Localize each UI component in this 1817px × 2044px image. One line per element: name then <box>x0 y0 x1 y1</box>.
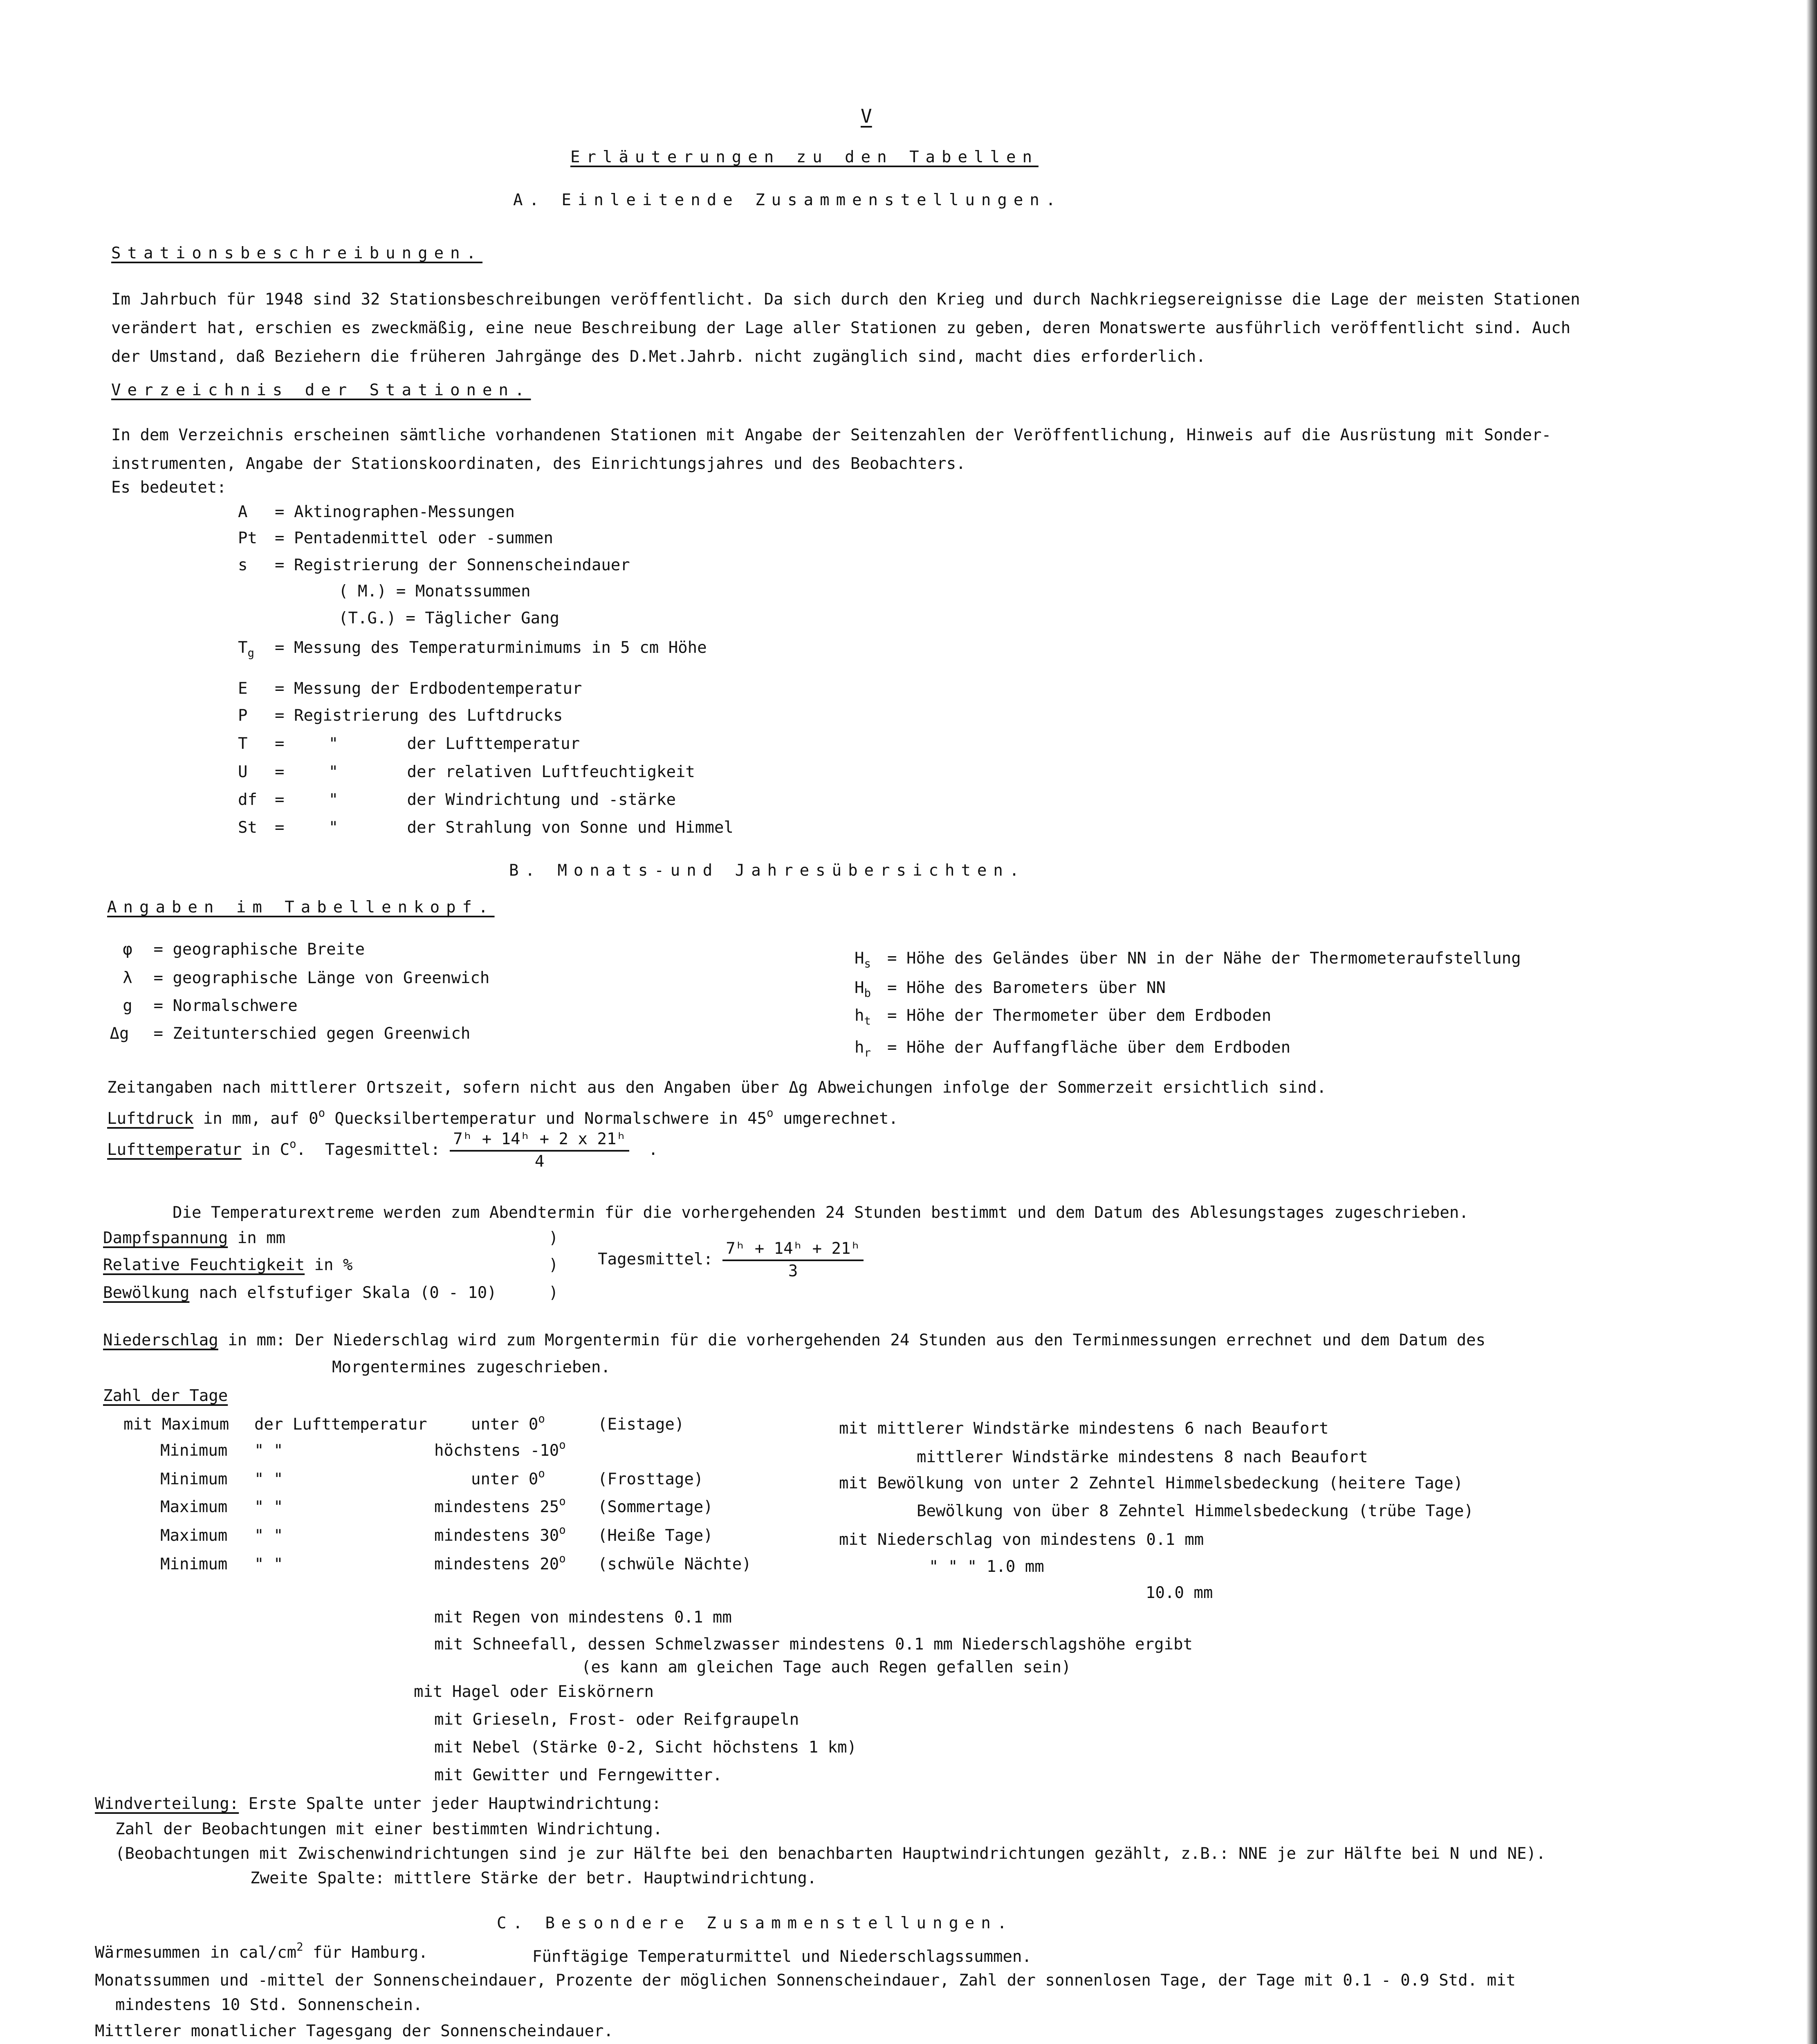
height-gauge-item: $h_r$ = Höhe der Auffangfläche über dem Erdboden <box>855 1038 1291 1060</box>
zahl-der-tage-heading: Zahl der Tage <box>103 1387 228 1405</box>
days-center-1: mit Regen von mindestens 0.1 mm <box>434 1608 732 1627</box>
lufttemperatur-line: Lufttemperatur in $C^o$. Tagesmittel: $\frac{\text{7ʰ + 14ʰ + 2 x 21ʰ}}{4}$ . <box>107 1129 658 1172</box>
days-row-5: Maximum " " mindestens 30$^o$ (Heiße Tage) <box>160 1524 713 1545</box>
waermesummen-line: Wärmesummen in cal/$cm^2$ für Hamburg. <box>95 1941 428 1962</box>
windverteilung-line: Windverteilung: Erste Spalte unter jeder Hauptwindrichtung: <box>95 1795 662 1813</box>
lat-item: φ = geographische Breite <box>123 940 365 959</box>
stations-desc-line-3: der Umstand, daß Beziehern die früheren Jahrgänge des D.Met.Jahrb. nicht zugänglich sind, macht dies erforderlich. <box>111 347 1206 366</box>
section-c-line-2: mindestens 10 Std. Sonnenschein. <box>115 1996 423 2014</box>
section-c-line-3: Mittlerer monatlicher Tagesgang der Sonnenscheindauer. <box>95 2022 613 2040</box>
abbr-a: A = Aktinographen-Messungen <box>238 503 515 521</box>
abbr-s-monat: ( M.) = Monatssummen <box>339 582 531 601</box>
days-right-2: mittlerer Windstärke mindestens 8 nach Beaufort <box>917 1448 1368 1466</box>
stations-desc-line-1: Im Jahrbuch für 1948 sind 32 Stationsbeschreibungen veröffentlicht. Da sich durch den Krieg und durch Nachkriegsereignisse die Lage der meisten Stationen <box>111 290 1580 309</box>
main-title: Erläuterungen zu den Tabellen <box>570 148 1039 166</box>
luftdruck-line: Luftdruck in mm, auf 0$^o$ Quecksilbertemperatur und Normalschwere in 45$^o$ umgerechnet. <box>107 1107 898 1128</box>
es-bedeutet: Es bedeutet: <box>111 478 227 497</box>
dampfspannung-line: Dampfspannung in mm <box>103 1229 286 1247</box>
section-b-title: B. Monats-und Jahresübersichten. <box>509 861 1026 880</box>
days-row-1: mit Maximum der Lufttemperatur unter 0$^o$ (Eistage) <box>123 1412 684 1434</box>
fuenftaegige-line: Fünftägige Temperaturmittel und Niederschlagssummen. <box>532 1948 1032 1966</box>
lon-item: λ = geographische Länge von Greenwich <box>123 969 490 987</box>
abbr-s-tgang: (T.G.) = Täglicher Gang <box>339 609 560 628</box>
days-row-4: Maximum " " mindestens 25$^o$ (Sommertage) <box>160 1495 713 1516</box>
tagesmittel-2: Tagesmittel: $\frac{\text{7ʰ + 14ʰ + 21ʰ}}{3}$ <box>598 1239 864 1282</box>
windverteilung-line-4: Zweite Spalte: mittlere Stärke der betr. Hauptwindrichtung. <box>250 1869 817 1887</box>
days-right-4: Bewölkung von über 8 Zehntel Himmelsbedeckung (trübe Tage) <box>917 1502 1474 1520</box>
feuchtigkeit-line: Relative Feuchtigkeit in % <box>103 1256 353 1274</box>
paren-1: ) <box>549 1229 559 1247</box>
windverteilung-line-3: (Beobachtungen mit Zwischenwindrichtungen sind je zur Hälfte bei den benachbarten Hauptwindrichtungen gezählt, z.B.: NNE je zur Hälfte bei N und NE). <box>115 1845 1546 1863</box>
abbr-df: df = " der Windrichtung und -stärke <box>238 791 676 809</box>
station-list-line-2: instrumenten, Angabe der Stationskoordinaten, des Einrichtungsjahres und des Beobachters. <box>111 455 966 473</box>
section-a-title: A. Einleitende Zusammenstellungen. <box>513 191 1062 209</box>
zeitangaben-line: Zeitangaben nach mittlerer Ortszeit, sofern nicht aus den Angaben über Δg Abweichungen infolge der Sommerzeit ersichtlich sind. <box>107 1078 1326 1097</box>
tagesmittel-formula-1: $\frac{\text{7ʰ + 14ʰ + 2 x 21ʰ}}{4}$ <box>450 1129 629 1172</box>
section-c-title: C. Besondere Zusammenstellungen. <box>497 1914 1014 1932</box>
stations-desc-heading: Stationsbeschreibungen. <box>111 244 483 262</box>
niederschlag-line-2: Morgentermines zugeschrieben. <box>332 1358 610 1376</box>
paren-2: ) <box>549 1256 559 1274</box>
height-ground-item: $H_s$ = Höhe des Geländes über NN in der Nähe der Thermometeraufstellung <box>855 949 1521 970</box>
tagesmittel-formula-2: $\frac{\text{7ʰ + 14ʰ + 21ʰ}}{3}$ <box>722 1239 864 1282</box>
days-center-5: mit Grieseln, Frost- oder Reifgraupeln <box>434 1710 799 1729</box>
height-thermometer-item: $h_t$ = Höhe der Thermometer über dem Erdboden <box>855 1006 1272 1028</box>
height-barometer-item: $H_b$ = Höhe des Barometers über NN <box>855 979 1166 1000</box>
tabellenkopf-heading: Angaben im Tabellenkopf. <box>107 898 495 917</box>
timediff-item: Δg = Zeitunterschied gegen Greenwich <box>110 1024 471 1043</box>
days-row-6: Minimum " " mindestens 20$^o$ (schwüle Nächte) <box>160 1552 751 1573</box>
scan-edge-shadow <box>1806 0 1817 2044</box>
days-center-2: mit Schneefall, dessen Schmelzwasser mindestens 0.1 mm Niederschlagshöhe ergibt <box>434 1635 1193 1654</box>
temperature-extremes-line: Die Temperaturextreme werden zum Abendtermin für die vorhergehenden 24 Stunden bestimmt und dem Datum des Ablesungstages zugeschrieben. <box>173 1204 1469 1222</box>
days-row-3: Minimum " " unter 0$^o$ (Frosttage) <box>160 1467 704 1488</box>
abbr-tg: $T_g$ = Messung des Temperaturminimums in 5 cm Höhe <box>238 639 707 660</box>
abbr-s: s = Registrierung der Sonnenscheindauer <box>238 556 630 574</box>
abbr-st: St = " der Strahlung von Sonne und Himmel <box>238 818 734 837</box>
days-center-6: mit Nebel (Stärke 0-2, Sicht höchstens 1 km) <box>434 1738 857 1757</box>
section-c-line-1: Monatssummen und -mittel der Sonnenscheindauer, Prozente der möglichen Sonnenscheindauer, Zahl der sonnenlosen Tage, der Tage mit 0.1 - 0.9 Std. mit <box>95 1971 1516 1990</box>
days-right-5: mit Niederschlag von mindestens 0.1 mm <box>839 1531 1204 1549</box>
station-list-line-1: In dem Verzeichnis erscheinen sämtliche vorhandenen Stationen mit Angabe der Seitenzahlen der Veröffentlichung, Hinweis auf die Ausrüstung mit Sonder- <box>111 426 1551 444</box>
days-right-7: 10.0 mm <box>1146 1584 1213 1602</box>
days-right-1: mit mittlerer Windstärke mindestens 6 nach Beaufort <box>839 1419 1329 1438</box>
bewoelkung-line: Bewölkung nach elfstufiger Skala (0 - 10) <box>103 1284 497 1302</box>
windverteilung-line-2: Zahl der Beobachtungen mit einer bestimmten Windrichtung. <box>115 1820 663 1838</box>
gravity-item: g = Normalschwere <box>123 997 298 1015</box>
paren-3: ) <box>549 1284 559 1302</box>
days-right-3: mit Bewölkung von unter 2 Zehntel Himmelsbedeckung (heitere Tage) <box>839 1474 1463 1493</box>
abbr-p: P = Registrierung des Luftdrucks <box>238 706 563 725</box>
days-center-3: (es kann am gleichen Tage auch Regen gefallen sein) <box>581 1658 1071 1676</box>
abbr-t: T = " der Lufttemperatur <box>238 735 580 753</box>
niederschlag-line: Niederschlag in mm: Der Niederschlag wird zum Morgentermin für die vorhergehenden 24 Stunden aus den Terminmessungen errechnet und dem Datum des <box>103 1331 1486 1349</box>
abbr-pt: Pt = Pentadenmittel oder -summen <box>238 529 553 547</box>
days-center-7: mit Gewitter und Ferngewitter. <box>434 1766 722 1784</box>
abbr-e: E = Messung der Erdbodentemperatur <box>238 679 582 698</box>
days-right-6: " " " 1.0 mm <box>929 1558 1044 1576</box>
abbr-u: U = " der relativen Luftfeuchtigkeit <box>238 763 695 781</box>
stations-desc-line-2: verändert hat, erschien es zweckmäßig, eine neue Beschreibung der Lage aller Stationen zu geben, deren Monatswerte ausführlich veröffentlicht sind. Auch <box>111 319 1570 337</box>
station-list-heading: Verzeichnis der Stationen. <box>111 381 531 399</box>
days-row-2: Minimum " " höchstens -10$^o$ <box>160 1439 566 1460</box>
page-number: V <box>861 105 872 127</box>
days-center-4: mit Hagel oder Eiskörnern <box>414 1683 654 1701</box>
